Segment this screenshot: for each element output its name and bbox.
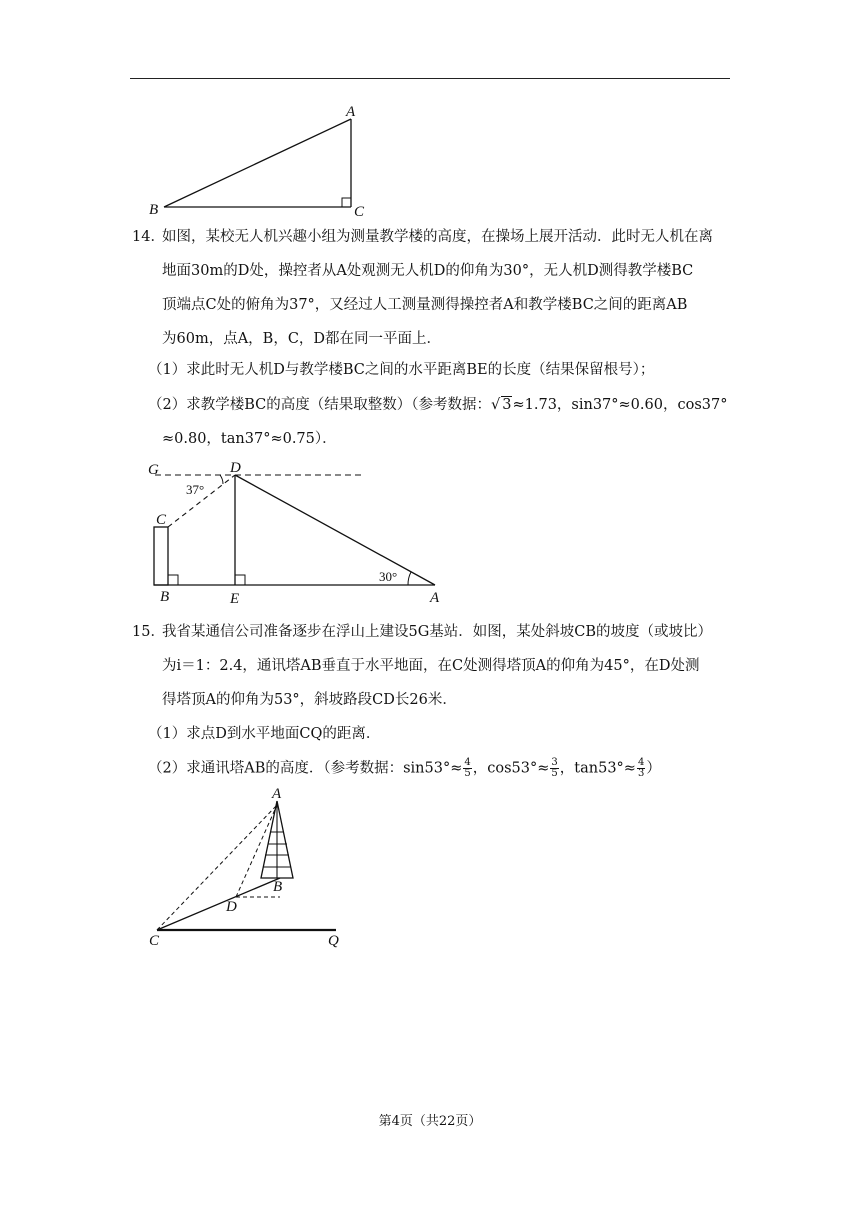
figure-triangle-abc xyxy=(140,100,380,220)
q14-line-4: 为60m，点A，B，C，D都在同一平面上． xyxy=(162,331,442,347)
label-d: D xyxy=(226,899,237,915)
frac-tan53-den: 3 xyxy=(637,768,645,779)
q15-sub2-b: ，cos53°≈ xyxy=(472,760,550,777)
label-c: C xyxy=(354,204,365,220)
q15-sub2-a: （2）求通讯塔AB的高度．（参考数据：sin53°≈ xyxy=(148,760,463,777)
label-e: E xyxy=(230,591,240,605)
frac-tan53 xyxy=(637,758,645,779)
frac-cos53-num: 3 xyxy=(551,757,558,768)
label-b: B xyxy=(160,589,170,605)
label-a: A xyxy=(346,104,356,120)
frac-cos53-den: 5 xyxy=(551,768,558,779)
label-q: Q xyxy=(328,933,339,949)
q14-sub1: （1）求此时无人机D与教学楼BC之间的水平距离BE的长度（结果保留根号）； xyxy=(148,362,655,378)
frac-sin53-num: 4 xyxy=(464,757,471,768)
q15-number: 15． xyxy=(132,624,165,640)
q15-line-3: 得塔顶A的仰角为53°，斜坡路段CD长26米． xyxy=(162,692,457,708)
q14-sub2-sqrt: 3 xyxy=(502,397,512,413)
q15-sub1: （1）求点D到水平地面CQ的距离． xyxy=(148,726,381,742)
q14-sub2-cont: ≈0.80，tan37°≈0.75）． xyxy=(162,431,337,447)
page-footer: 第4页（共22页） xyxy=(378,1114,482,1129)
angle-30: 30° xyxy=(379,569,398,584)
q15-sub2 xyxy=(148,758,661,779)
q15-sub2-c: ，tan53°≈ xyxy=(559,760,636,777)
label-b: B xyxy=(149,202,159,218)
figure-tower-slope xyxy=(140,785,360,955)
q14-line-3: 顶端点C处的俯角为37°，又经过人工测量测得操控者A和教学楼BC之间的距离AB xyxy=(162,297,688,313)
sqrt-symbol: √ xyxy=(491,397,501,413)
label-g: G xyxy=(148,462,159,478)
q14-sub2-a: （2）求教学楼BC的高度（结果取整数）（参考数据： xyxy=(148,397,491,413)
frac-tan53-num: 4 xyxy=(637,757,645,768)
q14-line-1: 如图，某校无人机兴趣小组为测量教学楼的高度，在操场上展开活动．此时无人机在离 xyxy=(162,229,713,245)
label-a: A xyxy=(272,786,282,802)
label-b: B xyxy=(273,879,283,895)
q15-line-2: 为i＝1：2.4，通讯塔AB垂直于水平地面，在C处测得塔顶A的仰角为45°，在D处测 xyxy=(162,658,700,674)
label-c: C xyxy=(149,933,160,949)
label-c: C xyxy=(156,512,167,528)
figure-drone-building xyxy=(140,455,460,605)
label-d: D xyxy=(230,460,241,476)
label-a: A xyxy=(430,590,440,605)
header-rule xyxy=(130,78,730,79)
frac-sin53-den: 5 xyxy=(464,768,471,779)
frac-sin53 xyxy=(463,758,471,779)
q14-number: 14． xyxy=(132,229,165,245)
q14-sub2 xyxy=(148,395,727,415)
frac-cos53 xyxy=(550,758,558,779)
q15-line-1: 我省某通信公司准备逐步在浮山上建设5G基站．如图，某处斜坡CB的坡度（或坡比） xyxy=(162,624,713,640)
q14-sub2-b: ≈1.73，sin37°≈0.60，cos37° xyxy=(512,397,728,413)
q15-sub2-d: ） xyxy=(646,760,661,777)
q14-line-2: 地面30m的D处，操控者从A处观测无人机D的仰角为30°，无人机D测得教学楼BC xyxy=(162,263,694,279)
angle-37: 37° xyxy=(186,482,205,497)
